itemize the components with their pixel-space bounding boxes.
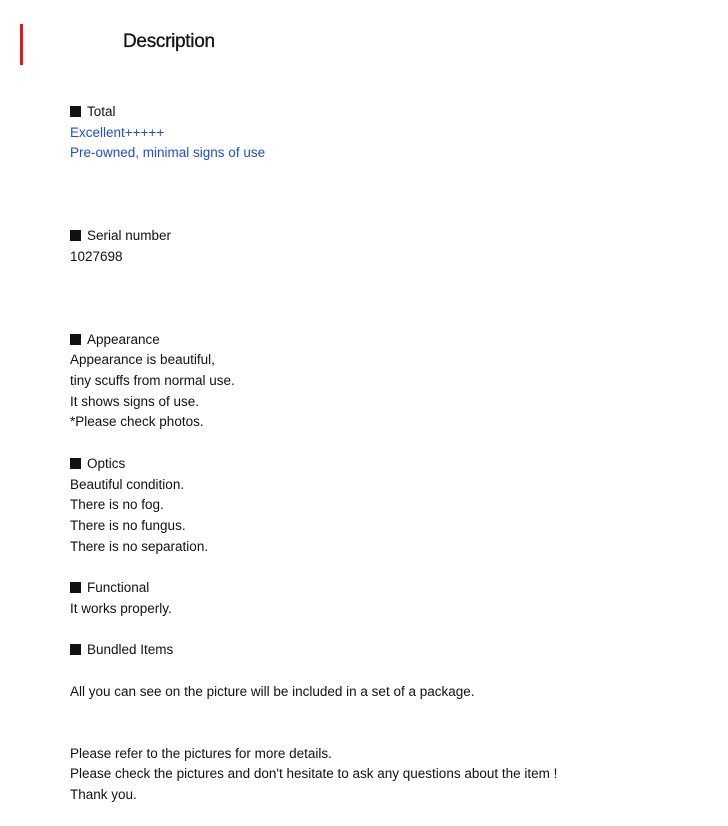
appearance-line: It shows signs of use. [70, 393, 200, 409]
section-functional-title: Functional [70, 578, 710, 599]
section-serial-title: Serial number [70, 226, 710, 247]
closing-line: Please check the pictures and don't hesitate to ask any questions about the item ! [70, 766, 558, 782]
appearance-line: Appearance is beautiful, [70, 352, 215, 368]
page-title: Description [123, 31, 215, 52]
section-bundled-title: Bundled Items [70, 640, 710, 661]
accent-bar [20, 24, 23, 65]
optics-line: There is no fungus. [70, 517, 186, 533]
closing-line: Please refer to the pictures for more details. [70, 745, 332, 761]
appearance-line: tiny scuffs from normal use. [70, 373, 235, 389]
total-grade: Excellent+++++ [70, 124, 165, 140]
optics-line: There is no separation. [70, 538, 209, 554]
section-optics-title: Optics [70, 454, 710, 475]
black-square-icon [70, 458, 81, 469]
optics-line: There is no fog. [70, 497, 164, 513]
optics-line: Beautiful condition. [70, 476, 185, 492]
total-condition: Pre-owned, minimal signs of use [70, 145, 266, 161]
appearance-line: *Please check photos. [70, 414, 204, 430]
functional-line: It works properly. [70, 600, 172, 616]
description-body [70, 102, 710, 806]
black-square-icon [70, 644, 81, 655]
section-appearance-title: Appearance [70, 330, 710, 351]
section-total-title: Total [70, 102, 710, 123]
black-square-icon [70, 106, 81, 117]
closing-line: Thank you. [70, 787, 137, 803]
black-square-icon [70, 582, 81, 593]
bundled-line: All you can see on the picture will be included in a set of a package. [70, 683, 475, 699]
black-square-icon [70, 230, 81, 241]
serial-number-value: 1027698 [70, 248, 123, 264]
black-square-icon [70, 334, 81, 345]
